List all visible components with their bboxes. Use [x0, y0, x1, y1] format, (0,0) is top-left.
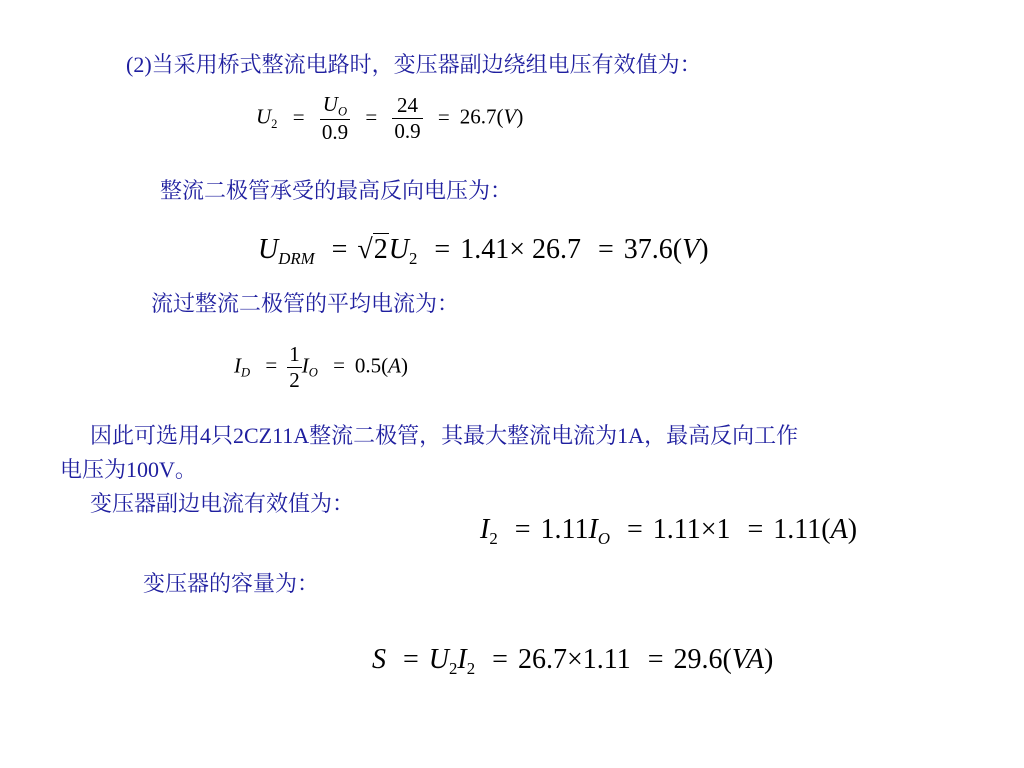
eq4-lhs-sub: 2: [489, 528, 498, 548]
eq5-close: ): [763, 644, 774, 675]
eq1-lhs: U: [256, 104, 272, 129]
equation-s: [372, 640, 773, 689]
eq4-equals-2: =: [626, 514, 643, 545]
eq3-equals-1: =: [265, 353, 278, 378]
eq2-equals-1: =: [331, 234, 348, 265]
eq3-unit: A: [388, 353, 401, 378]
eq3-fraction: [287, 342, 302, 393]
eq2-result: 37.6(: [623, 234, 683, 265]
selection-line-1: 因此可选用4只2CZ11A整流二极管，其最大整流电流为1A，最高反向工作: [90, 423, 799, 448]
eq3-equals-2: =: [333, 353, 345, 378]
eq2-var: U: [388, 234, 409, 265]
eq5-u-sub: 2: [449, 658, 458, 678]
eq2-equals-2: =: [434, 234, 451, 265]
eq5-equals-1: =: [403, 644, 419, 675]
eq1-frac2-num: 24: [392, 93, 422, 119]
eq4-coef: 1.11: [540, 514, 589, 545]
equation-i2: [480, 510, 857, 559]
eq1-equals-3: =: [437, 104, 450, 129]
eq1-frac1-num-sub: O: [337, 104, 348, 119]
eq3-frac-den: 2: [289, 368, 300, 392]
eq1-fraction-1: [320, 92, 350, 145]
eq1-frac2-den: 0.9: [394, 119, 421, 144]
selection-line-2: 电压为100V。: [60, 457, 197, 482]
intro-line: (2)当采用桥式整流电路时，变压器副边绕组电压有效值为：: [126, 52, 702, 77]
eq5-i: I: [457, 644, 467, 675]
eq4-equals-1: =: [514, 514, 531, 545]
eq5-expr: 26.7×1.11: [517, 644, 631, 675]
eq1-unit: V: [503, 104, 517, 129]
eq1-close: ): [516, 104, 524, 129]
eq2-lhs: U: [258, 234, 279, 265]
eq4-unit: A: [830, 514, 848, 545]
eq3-lhs: I: [234, 353, 241, 378]
eq3-var-sub: O: [308, 365, 318, 380]
eq3-result: 0.5(: [354, 353, 389, 378]
eq5-u: U: [428, 644, 450, 675]
eq5-equals-2: =: [492, 644, 508, 675]
eq1-result: 26.7(: [459, 104, 504, 129]
eq2-root: 2: [373, 234, 388, 265]
eq2-close: ): [699, 234, 709, 265]
average-current-line: 流过整流二极管的平均电流为：: [151, 291, 460, 316]
secondary-current-line: 变压器副边电流有效值为：: [90, 491, 355, 516]
eq5-unit: VA: [731, 644, 764, 675]
eq3-frac-num: 1: [289, 342, 300, 366]
eq5-equals-3: =: [647, 644, 664, 675]
eq1-fraction-2: [392, 93, 422, 144]
equation-id: [234, 342, 408, 393]
eq4-lhs: I: [480, 514, 490, 545]
eq4-equals-3: =: [747, 514, 764, 545]
capacity-line: 变压器的容量为：: [143, 571, 320, 596]
eq4-expr: 1.11×1: [652, 514, 731, 545]
eq5-lhs: S: [372, 644, 386, 675]
eq3-close: ): [400, 353, 408, 378]
eq2-var-sub: 2: [409, 248, 418, 268]
eq4-result: 1.11(: [773, 514, 831, 545]
equation-udrm: [258, 230, 709, 279]
reverse-voltage-line: 整流二极管承受的最高反向电压为：: [160, 178, 513, 203]
eq3-lhs-sub: D: [241, 365, 251, 380]
eq1-frac1-num: U: [322, 92, 338, 116]
eq2-expr: 1.41× 26.7: [460, 234, 581, 265]
eq1-lhs-sub: 2: [271, 116, 278, 131]
eq5-result: 29.6(: [673, 644, 732, 675]
eq2-unit: V: [682, 234, 700, 265]
eq4-close: ): [847, 514, 858, 545]
eq2-equals-3: =: [597, 234, 614, 265]
equation-u2: [256, 92, 523, 145]
eq5-i-sub: 2: [466, 658, 476, 678]
eq2-lhs-sub: DRM: [278, 248, 315, 268]
sqrt-symbol: √2: [357, 234, 388, 265]
eq1-equals-2: =: [365, 104, 378, 129]
eq4-var-sub: O: [597, 528, 610, 548]
eq3-var: I: [301, 353, 309, 378]
eq1-frac1-den: 0.9: [321, 120, 349, 145]
eq4-var: I: [588, 514, 598, 545]
eq1-equals-1: =: [292, 104, 305, 129]
